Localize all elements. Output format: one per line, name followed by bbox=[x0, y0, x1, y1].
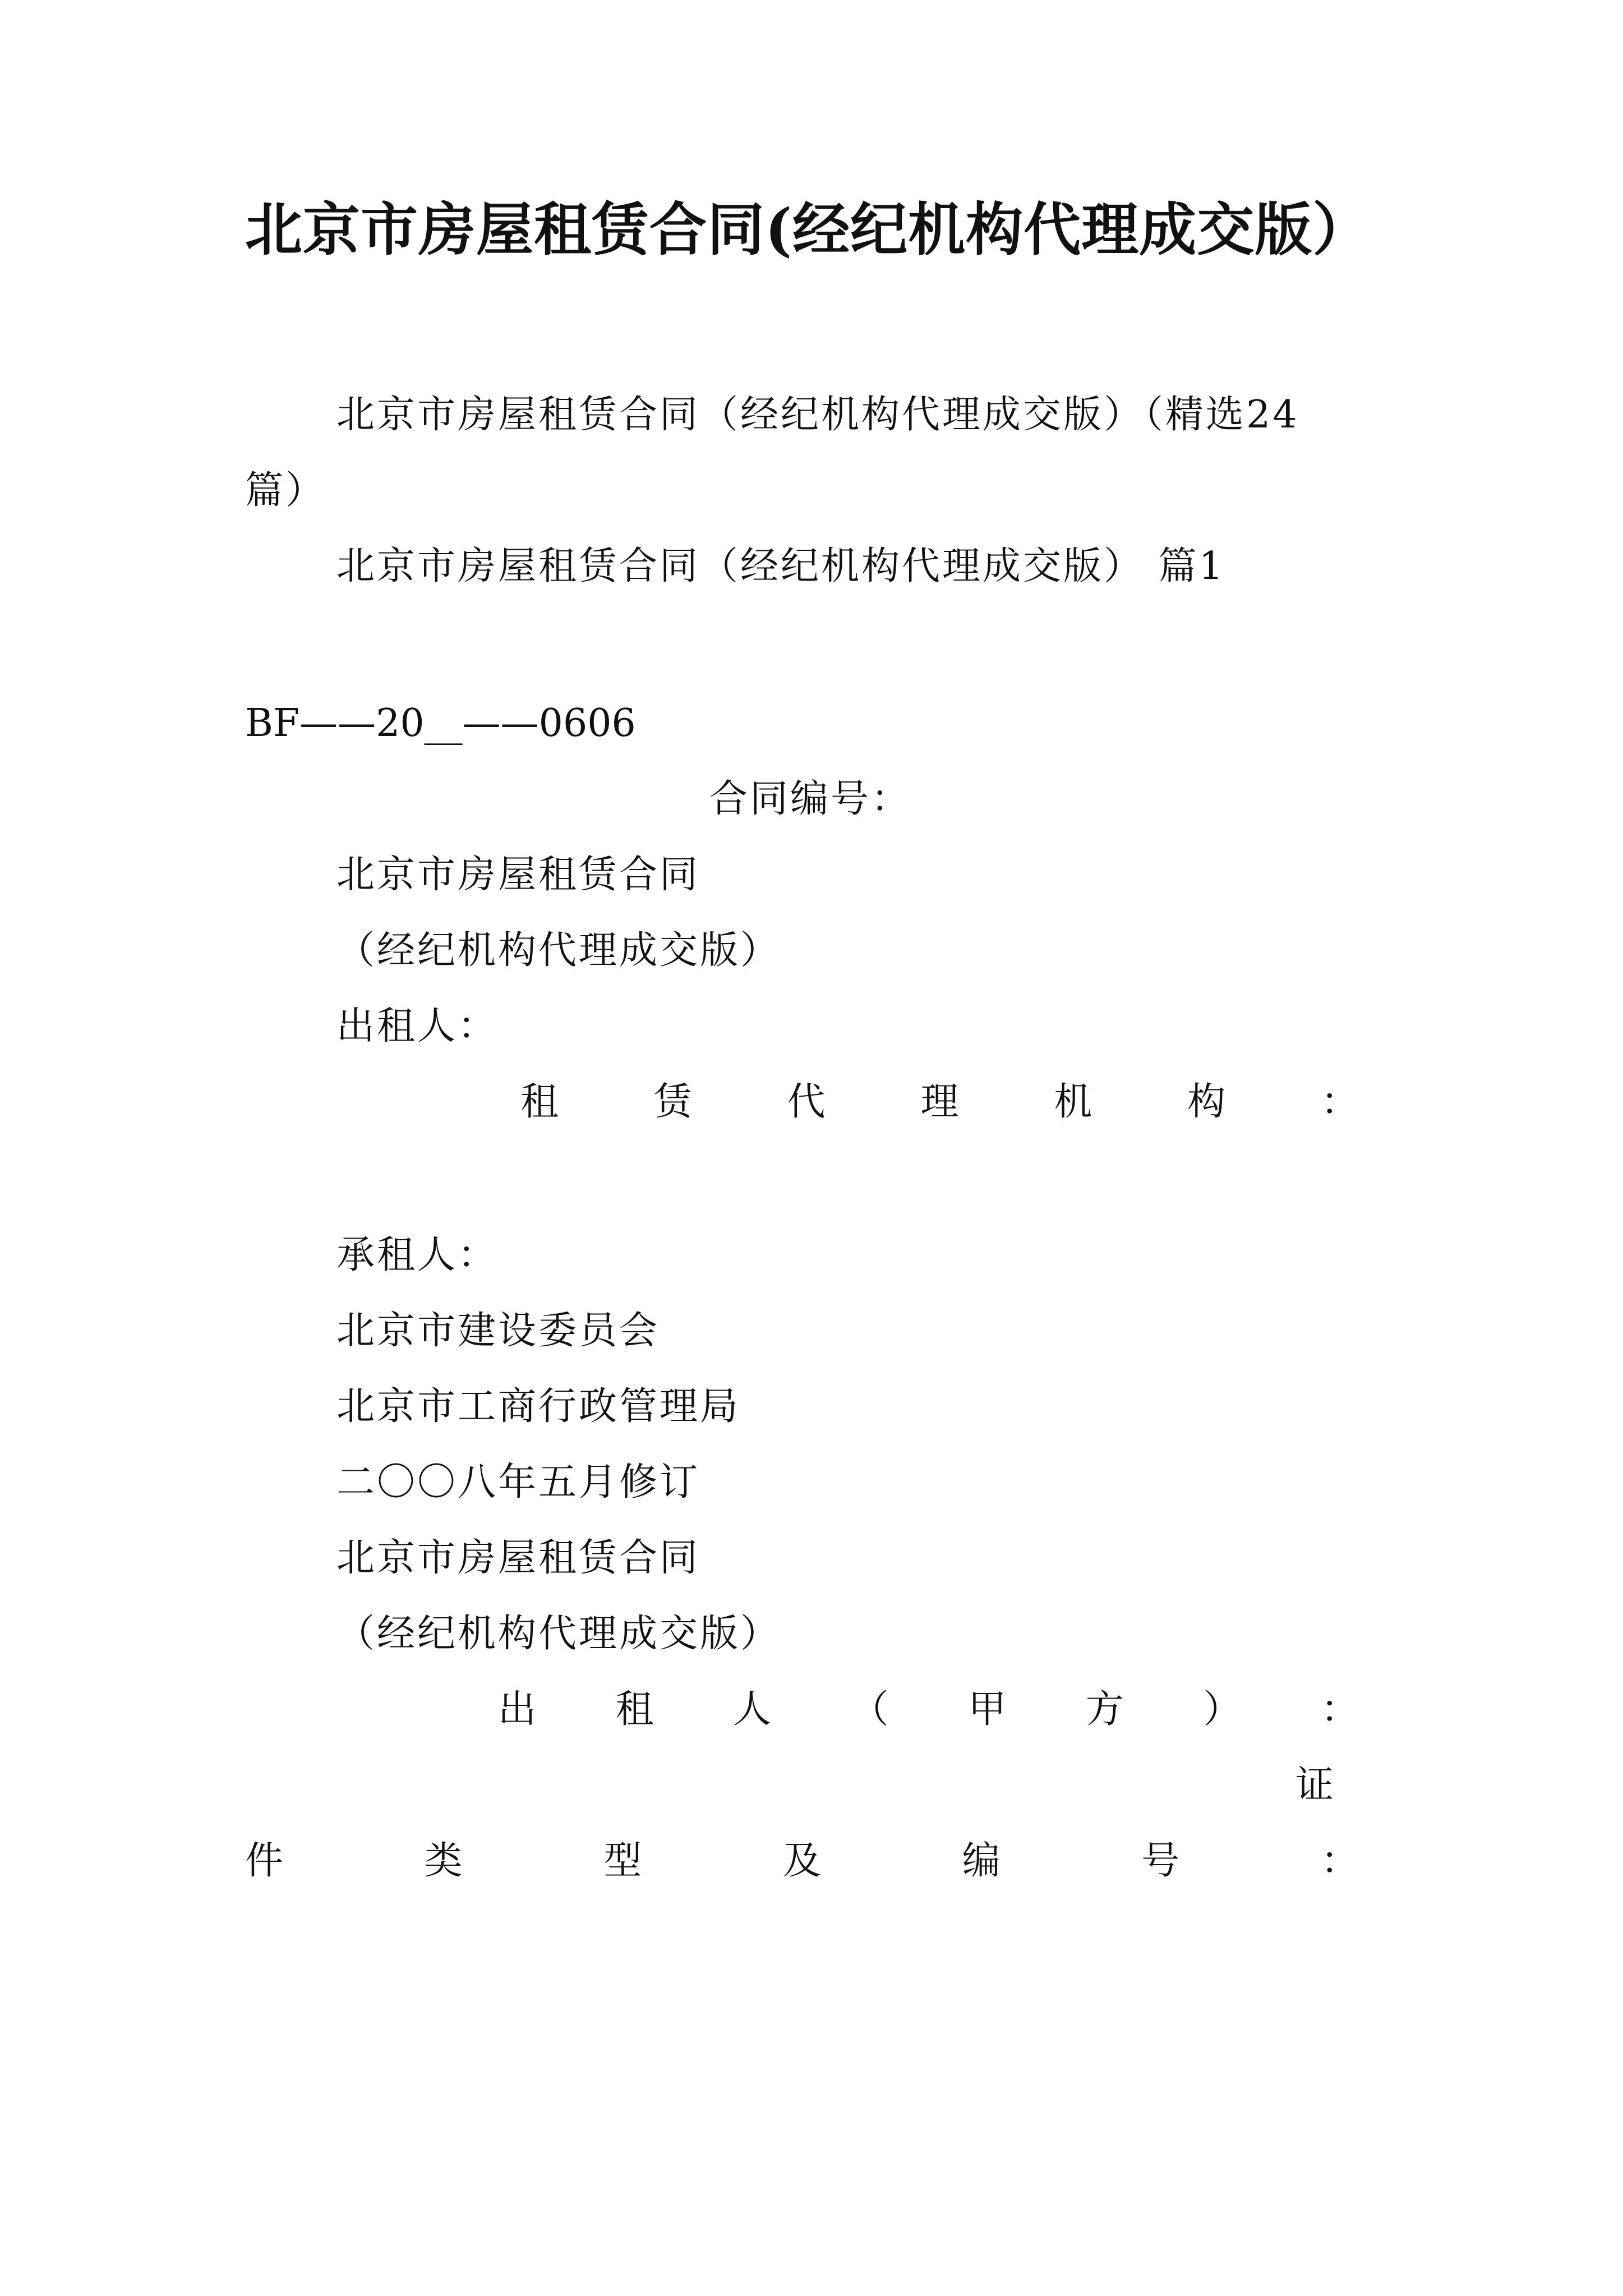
party-a-label-char: 甲 bbox=[968, 1687, 1007, 1732]
id-label-char: 编 bbox=[962, 1839, 1000, 1883]
contract-number-label: 合同编号： bbox=[709, 777, 912, 821]
revision-date: 二〇〇八年五月修订 bbox=[336, 1460, 700, 1504]
cover-title: 北京市房屋租赁合同 bbox=[336, 853, 700, 897]
id-label-char: 件 bbox=[245, 1839, 284, 1883]
agency-label-char: 机 bbox=[1054, 1080, 1092, 1124]
contract-code: BF——20__——0606 bbox=[245, 701, 636, 746]
agency-label-char: 租 bbox=[520, 1080, 559, 1124]
id-label-char: 类 bbox=[424, 1839, 463, 1883]
agency-label bbox=[520, 1077, 1359, 1128]
agency-label-char: 代 bbox=[787, 1080, 826, 1124]
agency-label-char: ： bbox=[1320, 1080, 1359, 1124]
party-a-label bbox=[498, 1685, 1359, 1735]
body-subtitle: （经纪机构代理成交版） bbox=[336, 1612, 781, 1656]
id-label-char: 型 bbox=[603, 1839, 642, 1883]
lessor-label: 出租人： bbox=[336, 1004, 499, 1048]
id-label-char: 及 bbox=[782, 1839, 821, 1883]
party-a-label-char: 方 bbox=[1085, 1687, 1124, 1732]
intro-line-1: 北京市房屋租赁合同（经纪机构代理成交版）（精选24 bbox=[336, 393, 1299, 437]
agency-label-char: 理 bbox=[920, 1080, 959, 1124]
id-type-number-label bbox=[245, 1836, 1359, 1887]
agency-label-char: 构 bbox=[1187, 1080, 1226, 1124]
party-a-label-char: ： bbox=[1320, 1687, 1359, 1732]
intro-line-2: 篇） bbox=[245, 468, 326, 513]
party-a-label-char: （ bbox=[850, 1687, 889, 1732]
party-a-label-char: 租 bbox=[615, 1687, 654, 1732]
party-a-label-char: 出 bbox=[498, 1687, 537, 1732]
issuer-construction-commission: 北京市建设委员会 bbox=[336, 1309, 660, 1353]
cover-subtitle: （经纪机构代理成交版） bbox=[336, 928, 781, 973]
lessee-label: 承租人： bbox=[336, 1233, 499, 1277]
part-heading: 北京市房屋租赁合同（经纪机构代理成交版） 篇1 bbox=[336, 544, 1225, 588]
body-title: 北京市房屋租赁合同 bbox=[336, 1536, 700, 1580]
issuer-commerce-bureau: 北京市工商行政管理局 bbox=[336, 1384, 741, 1429]
agency-label-char: 赁 bbox=[653, 1080, 692, 1124]
party-a-label-char: 人 bbox=[733, 1687, 772, 1732]
id-label-char: 号 bbox=[1141, 1839, 1180, 1883]
party-a-label-char: ） bbox=[1203, 1687, 1242, 1732]
id-label-first-char: 证 bbox=[1295, 1763, 1336, 1807]
id-label-char: ： bbox=[1320, 1839, 1359, 1883]
document-title: 北京市房屋租赁合同(经纪机构代理成交版） bbox=[245, 196, 1371, 264]
